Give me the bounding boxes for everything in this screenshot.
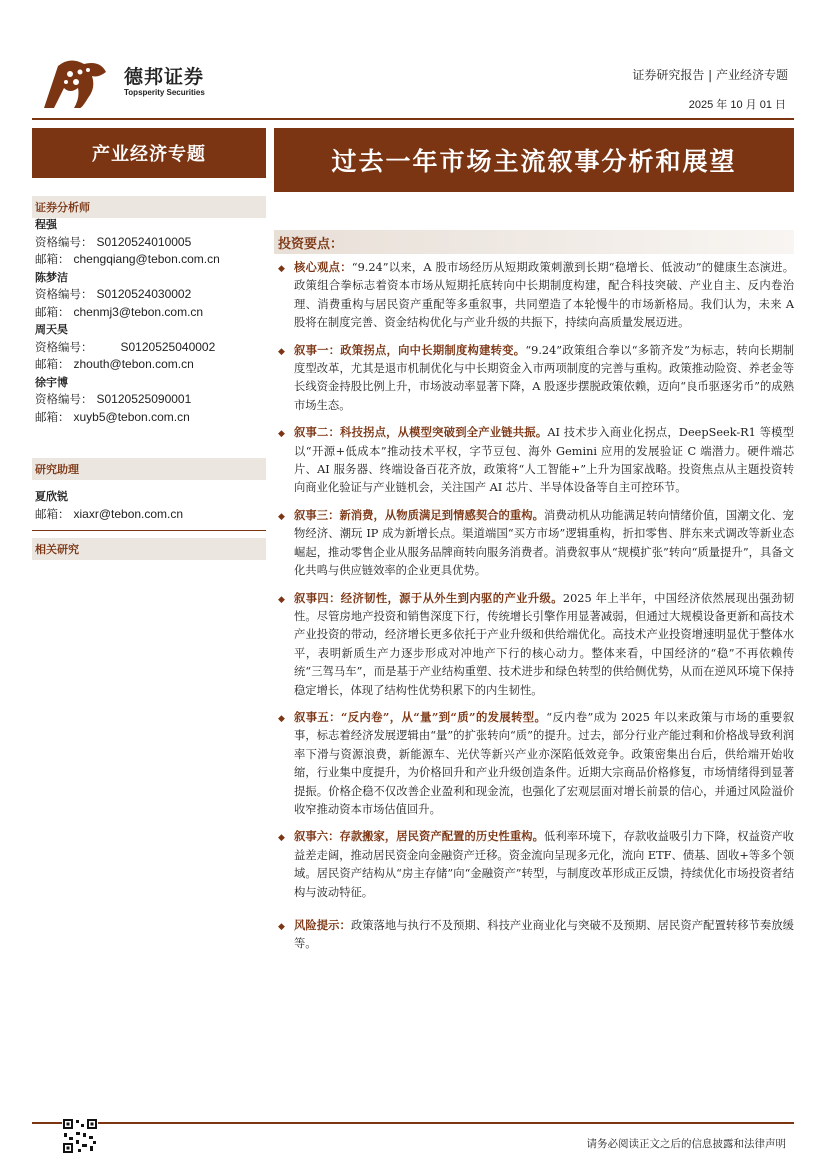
point-title: 叙事五：“反内卷”，从“量”到“质”的发展转型。	[294, 709, 547, 724]
point-title: 叙事一：政策拐点，向中长期制度构建转变。	[294, 342, 526, 357]
point-title: 叙事六：存款搬家，居民资产配置的历史性重构。	[294, 829, 545, 844]
point-text: 2025 年上半年，中国经济依然展现出强劲韧性。尽管房地产投资和销售深度下行，传统增长引擎作用显著减弱，但通过大规模设备更新和高技术产业投资的带动，经济增长更多依托于产业升级和供给端优化。高技术产业投资增速明显优于整体水平，表明新质生产力逐步形成对冲地产下行的核心动力。整体来看，中国经济的“稳”不再依赖传统“三驾马车”，而是基于产业结构重塑、技术进步和绿色转型的供给侧优势，从而在逆风环境下保持稳定增长，体现了结构性优势积累下的内生韧性。	[294, 591, 794, 697]
report-date: 2025 年 10 月 01 日	[688, 99, 786, 111]
bullet-icon: ◆	[278, 594, 285, 605]
report-title: 过去一年市场主流叙事分析和展望	[274, 128, 794, 192]
analyst-entry	[35, 269, 265, 322]
email-label: 邮箱：	[35, 409, 70, 424]
report-type: 证券研究报告 | 产业经济专题	[632, 68, 788, 82]
point-title: 叙事四：经济韧性，源于从外生到内驱的产业升级。	[294, 590, 563, 605]
analyst-cert: S0120525090001	[96, 392, 192, 406]
point-title: 风险提示：	[294, 918, 351, 932]
header-divider	[32, 118, 794, 120]
email-label: 邮箱：	[35, 357, 70, 371]
point-title: 核心观点：	[294, 260, 352, 274]
brand-name: 德邦证券	[124, 66, 205, 88]
point-text: 政策落地与执行不及预期、科技产业商业化与突破不及预期、居民资产配置转移节奏放缓等。	[294, 919, 794, 951]
cert-label: 资格编号：	[35, 234, 93, 249]
analyst-email[interactable]: zhouth@tebon.com.cn	[73, 357, 194, 371]
bullet-icon: ◆	[278, 713, 285, 724]
analyst-cert: S0120524030002	[96, 287, 192, 301]
assistant-name: 夏欣锐	[35, 490, 68, 503]
point-item	[274, 506, 794, 581]
point-text: “9.24”以来，A 股市场经历从短期政策刺激到长期“稳增长、低波动”的健康生态演进。政策组合拳标志着资本市场从短期托底转向中长期制度构建，配合科技突破、产业自主、反内卷治理、消费重构与居民资产重配等多重叙事，共同塑造了本轮慢牛的市场新格局。我们认为，未来 A 股将在制度完善、资金结构优化与产业升级的共振下，持续向高质量发展迈进。	[294, 261, 794, 330]
point-item	[274, 423, 794, 498]
assistant-heading: 研究助理	[32, 458, 266, 480]
email-label: 邮箱：	[35, 304, 70, 319]
analyst-name: 程强	[35, 218, 57, 231]
footer-divider	[32, 1122, 794, 1124]
email-label: 邮箱：	[35, 506, 70, 521]
cert-label: 资格编号：	[35, 339, 93, 354]
qr-code-icon[interactable]	[62, 1118, 98, 1154]
point-item	[274, 341, 794, 416]
analyst-cert: S0120524010005	[96, 234, 192, 249]
analyst-email[interactable]: chengqiang@tebon.com.cn	[73, 252, 220, 266]
email-label: 邮箱：	[35, 252, 70, 266]
assistant-entry	[35, 488, 265, 523]
bullet-icon: ◆	[278, 429, 285, 440]
analysts-heading: 证券分析师	[32, 196, 266, 218]
tebon-logo-icon	[40, 58, 110, 110]
analyst-email[interactable]: xuyb5@tebon.com.cn	[73, 409, 190, 424]
point-item	[274, 589, 794, 700]
point-text: 消费动机从功能满足转向情绪价值，国潮文化、宠物经济、潮玩 IP 成为新增长点。渠道端国“买方市场”逻辑重构，折扣零售、胖东来式调改等新业态崛起，推动零售企业从服务品牌商转向服务消费者。消费叙事从“规模扩张”转向“质量提升”，具备文化共鸣与供应链效率的企业更具优势。	[294, 508, 794, 578]
assistant-email[interactable]: xiaxr@tebon.com.cn	[73, 506, 184, 521]
analyst-email[interactable]: chenmj3@tebon.com.cn	[73, 304, 204, 319]
brand-english-name: Topsperity Securities	[124, 88, 205, 97]
bullet-icon: ◆	[278, 833, 285, 844]
analyst-list	[35, 216, 265, 426]
sidebar-divider	[32, 530, 266, 531]
point-title: 叙事三：新消费，从物质满足到情感契合的重构。	[294, 507, 545, 522]
point-item	[274, 708, 794, 819]
point-text: “9.24”政策组合拳以“多箭齐发”为标志，转向长期制度型改革，尤其是退市机制优化与中长期资金入市两项制度的完善与重构。政策推动险资、养老金等长线资金持股比例上升，市场波动率显著下降，A 股逐步摆脱政策依赖，迈向“良币驱逐劣币”的成熟市场生态。	[294, 343, 794, 412]
point-text: “反内卷”成为 2025 年以来政策与市场的重要叙事，标志着经济发展逻辑由“量”的扩张转向“质”的提升。过去，部分行业产能过剩和价格战导致利润率下滑与资源浪费，新能源车、光伏等新兴产业亦深陷低效竞争。政策密集出台后，供给端开始收缩，行业集中度提升，为价格回升和产业升级创造条件。近期大宗商品价格修复，市场情绪得到显著提振。价格企稳不仅改善企业盈利和现金流，也强化了宏观层面对增长前景的信心，并通过风险溢价收窄推动资本市场估值回升。	[294, 710, 795, 816]
analyst-name: 陈梦洁	[35, 270, 68, 284]
point-item	[274, 827, 794, 902]
analyst-entry	[35, 321, 265, 374]
related-research-heading[interactable]: 相关研究	[32, 538, 266, 560]
risk-warning	[274, 916, 794, 954]
cert-label: 资格编号：	[35, 392, 93, 406]
analyst-entry	[35, 374, 265, 427]
investment-points	[274, 258, 794, 962]
legal-disclaimer: 请务必阅读正文之后的信息披露和法律声明	[586, 1138, 786, 1150]
bullet-icon: ◆	[278, 264, 285, 274]
analyst-entry	[35, 216, 265, 269]
analyst-name: 徐宇博	[35, 375, 68, 389]
point-title: 叙事二：科技拐点，从模型突破到全产业链共振。	[294, 425, 548, 440]
point-text: AI 技术步入商业化拐点，DeepSeek-R1 等模型以“开源+低成本”推动技术平权，字节豆包、海外 Gemini 应用的发展验证 C 端潜力。硬件端芯片、AI 服务器、终端设备百花齐放，政策将“人工智能+”上升为国家战略。投资焦点从主题投资转向商业化验证与产业链机会，关注国产 AI 芯片、半导体设备等自主可控环节。	[294, 426, 794, 495]
point-text: 低利率环境下，存款收益吸引力下降，权益资产收益差走阔，推动居民资金向金融资产迁移。资金流向呈现多元化，流向 ETF、债基、固收+等多个领域。居民资产结构从“房主存储”向“金融资产”转型，与制度改革形成正反馈，持续优化市场投资者结构与波动特征。	[294, 830, 794, 899]
bullet-icon: ◆	[278, 511, 285, 522]
investment-points-heading: 投资要点：	[274, 230, 794, 254]
analyst-name: 周天昊	[35, 323, 68, 336]
point-item	[274, 258, 794, 333]
cert-label: 资格编号：	[35, 287, 93, 301]
bullet-icon: ◆	[278, 922, 285, 932]
analyst-cert: S0120525040002	[120, 339, 216, 354]
bullet-icon: ◆	[278, 346, 285, 357]
category-title: 产业经济专题	[32, 128, 266, 178]
